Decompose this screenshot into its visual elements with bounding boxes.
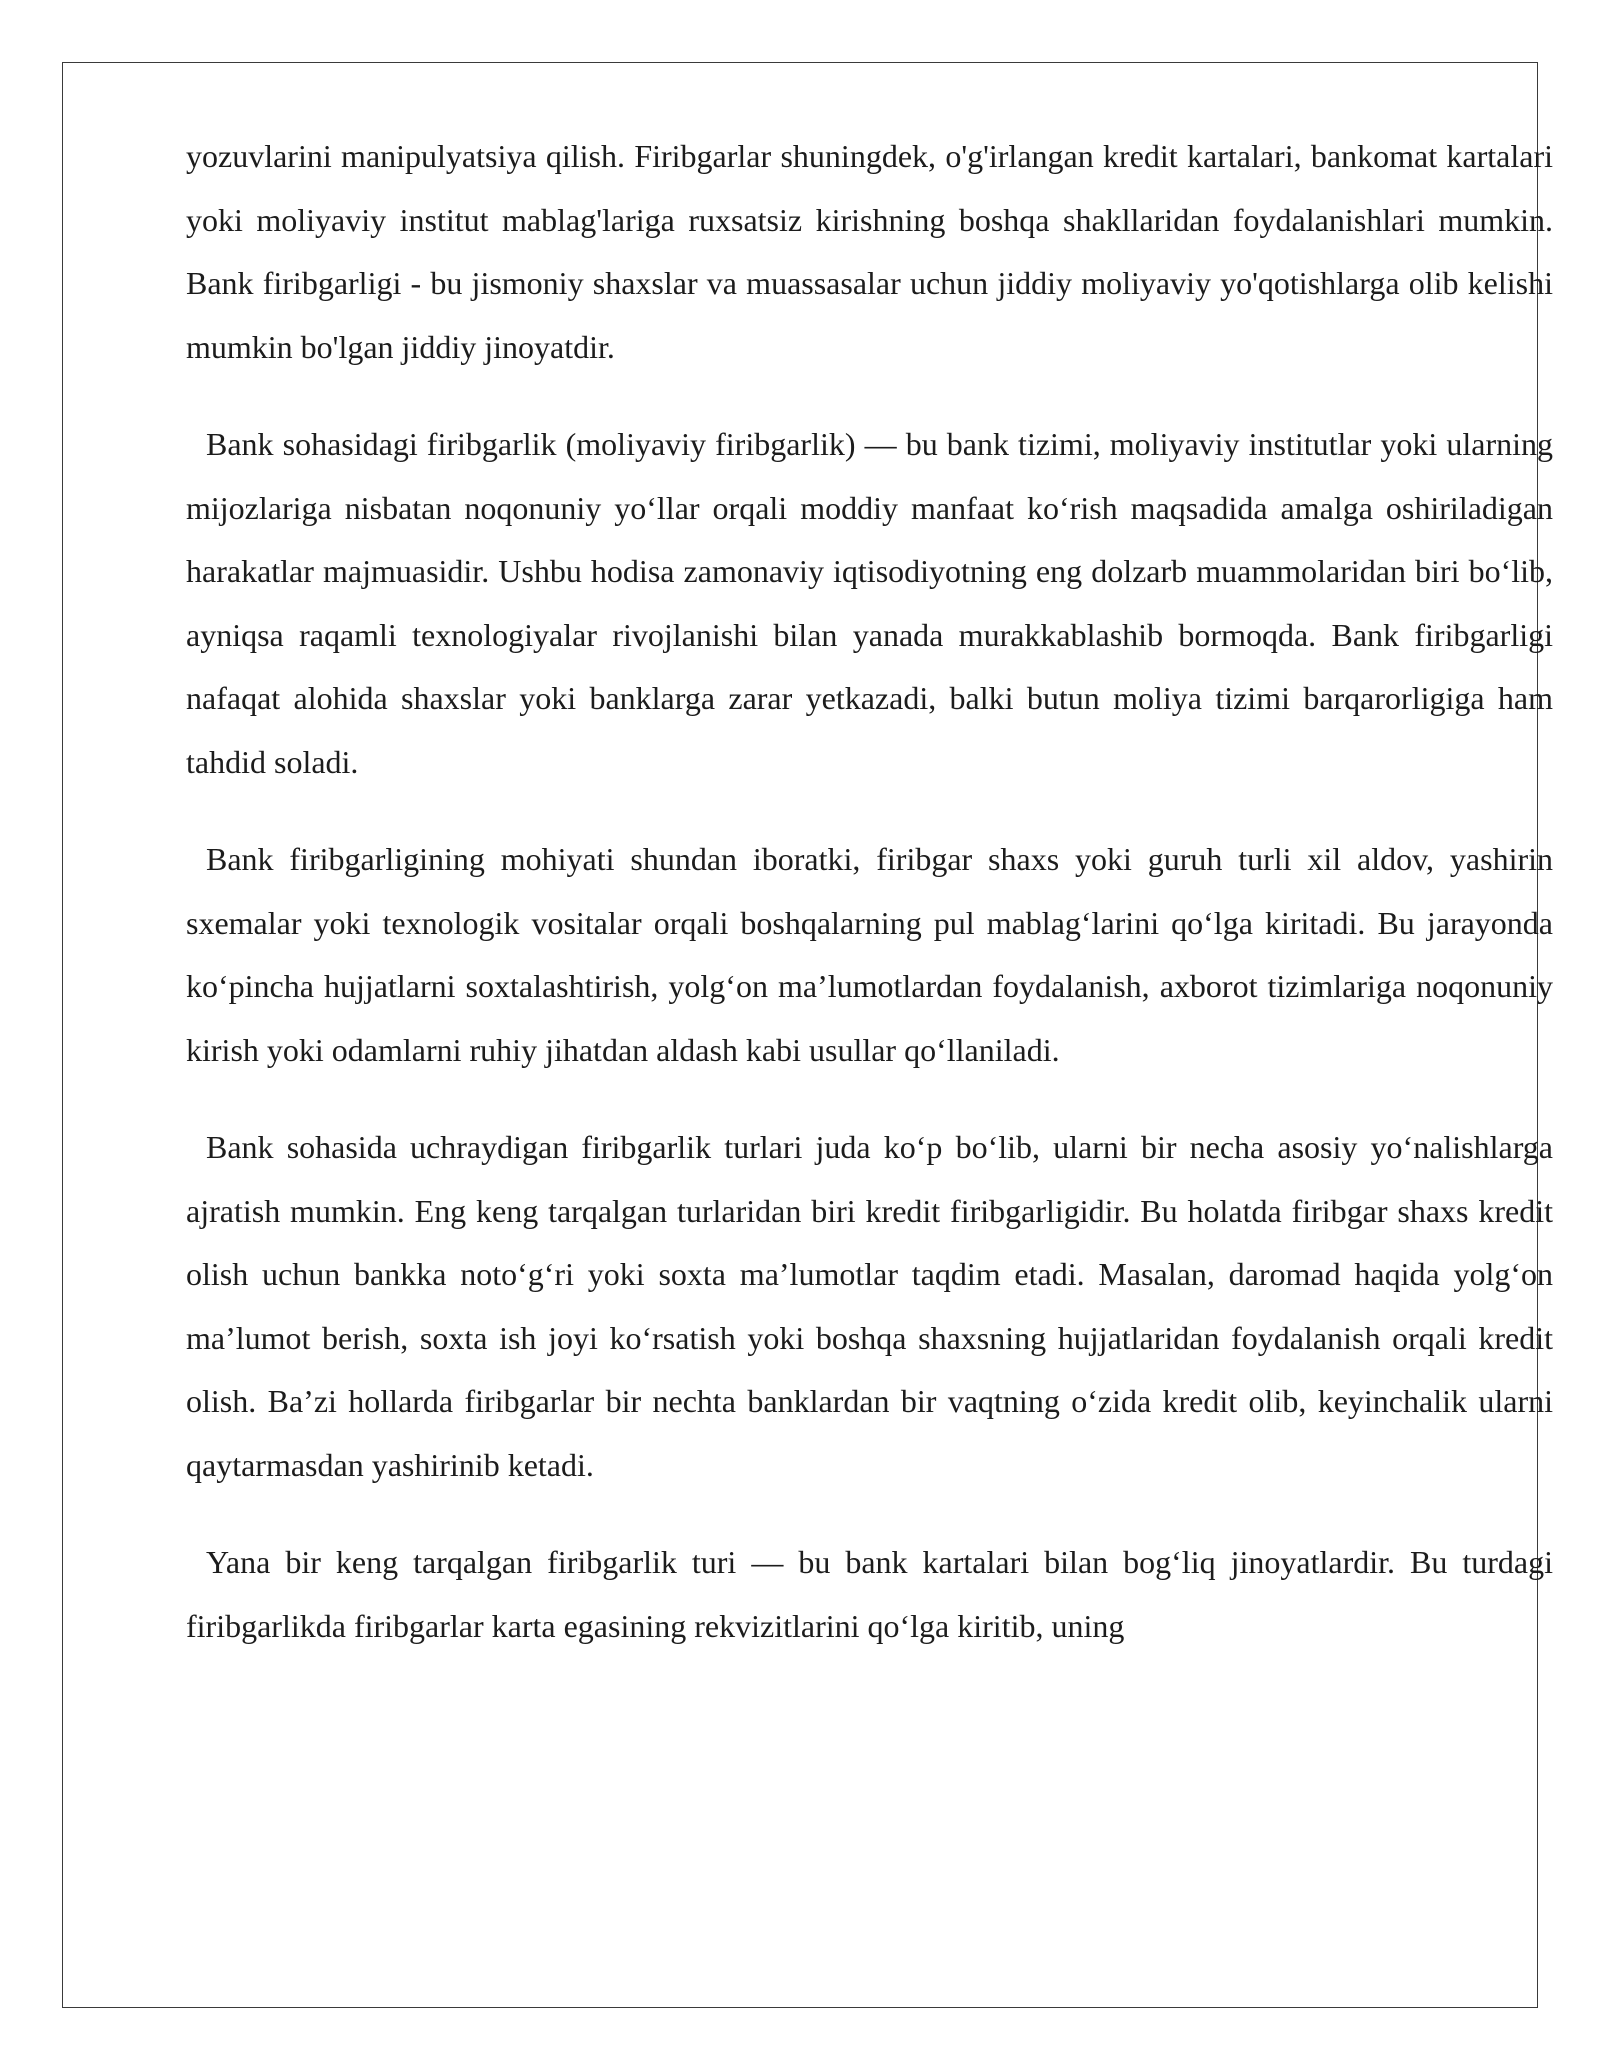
paragraph-4: Bank sohasida uchraydigan firibgarlik turlari juda ko‘p bo‘lib, ularni bir necha asosiy yo‘nalishlarga ajratish mumkin. Eng keng tarqalgan turlaridan biri kredit firibgarligidir. Bu holatda firibgar shaxs kredit olish uchun bankka noto‘g‘ri yoki soxta ma’lumotlar taqdim etadi. Masalan, daromad haqida yolg‘on ma’lumot berish, soxta ish joyi ko‘rsatish yoki boshqa shaxsning hujjatlaridan foydalanish orqali kredit olish. Ba’zi hollarda firibgarlar bir nechta banklardan bir vaqtning o‘zida kredit olib, keyinchalik ularni qaytarmasdan yashirinib ketadi. xyxy=(186,1129,1553,1483)
page-border xyxy=(62,62,1553,2008)
page-body xyxy=(186,125,1553,1658)
paragraph-2: Bank sohasidagi firibgarlik (moliyaviy firibgarlik) — bu bank tizimi, moliyaviy institutlar yoki ularning mijozlariga nisbatan noqonuniy yo‘llar orqali moddiy manfaat ko‘rish maqsadida amalga oshiriladigan harakatlar majmuasidir. Ushbu hodisa zamonaviy iqtisodiyotning eng dolzarb muammolaridan biri bo‘lib, ayniqsa raqamli texnologiyalar rivojlanishi bilan yanada murakkablashib bormoqda. Bank firibgarligi nafaqat alohida shaxslar yoki banklarga zarar yetkazadi, balki butun moliya tizimi barqarorligiga ham tahdid soladi. xyxy=(186,426,1553,780)
paragraph-3: Bank firibgarligining mohiyati shundan iboratki, firibgar shaxs yoki guruh turli xil aldov, yashirin sxemalar yoki texnologik vositalar orqali boshqalarning pul mablag‘larini qo‘lga kiritadi. Bu jarayonda ko‘pincha hujjatlarni soxtalashtirish, yolg‘on ma’lumotlardan foydalanish, axborot tizimlariga noqonuniy kirish yoki odamlarni ruhiy jihatdan aldash kabi usullar qo‘llaniladi. xyxy=(186,841,1553,1068)
paragraph-5: Yana bir keng tarqalgan firibgarlik turi — bu bank kartalari bilan bog‘liq jinoyatlardir. Bu turdagi firibgarlikda firibgarlar karta egasining rekvizitlarini qo‘lga kiritib, uning xyxy=(186,1544,1553,1644)
paragraph-1: yozuvlarini manipulyatsiya qilish. Firibgarlar shuningdek, o'g'irlangan kredit kartalari, bankomat kartalari yoki moliyaviy institut mablag'lariga ruxsatsiz kirishning boshqa shakllaridan foydalanishlari mumkin. Bank firibgarligi - bu jismoniy shaxslar va muassasalar uchun jiddiy moliyaviy yo'qotishlarga olib kelishi mumkin bo'lgan jiddiy jinoyatdir. xyxy=(186,138,1553,365)
